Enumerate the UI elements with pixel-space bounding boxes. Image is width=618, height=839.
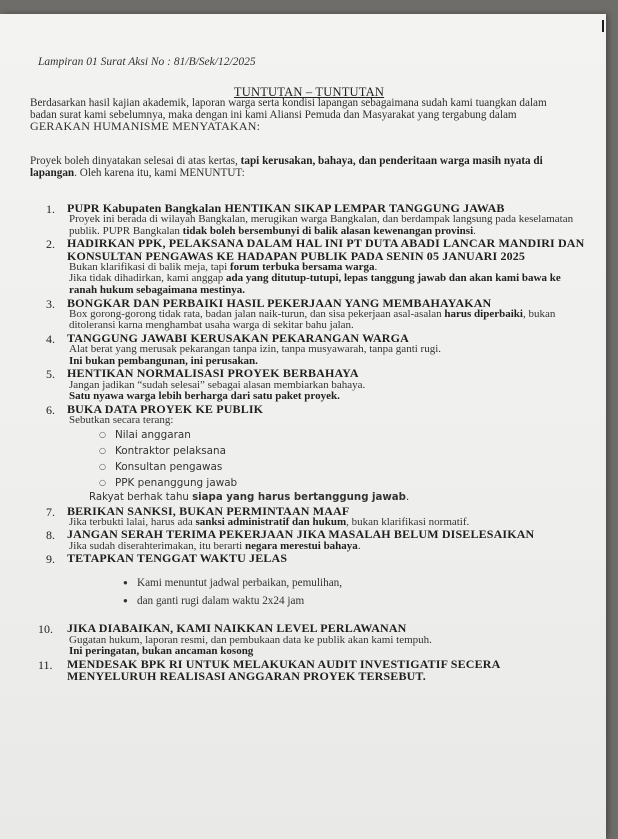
desc-end: .: [473, 224, 476, 237]
demand-title: BUKA DATA PROYEK KE PUBLIK: [67, 401, 264, 416]
demand-number: 7.: [46, 504, 55, 519]
demand-item: [30, 367, 590, 402]
demand-title: MENDESAK BPK RI UNTUK MELAKUKAN AUDIT INVESTIGATIF SECERA MENYELURUH REALISASI ANGGARAN PROYEK TERSEBUT.: [67, 656, 500, 683]
desc-emphasis: ada yang ditutup-tutupi, lepas tanggung jawab dan akan kami bawa ke ranah hukum sebagaimana mestinya.: [69, 272, 561, 296]
demand-title: JANGAN SERAH TERIMA PEKERJAAN JIKA MASALAH BELUM DISELESAIKAN: [67, 527, 535, 542]
demand-item: [30, 403, 590, 505]
preamble-end: . Oleh karena itu, kami MENUNTUT:: [74, 166, 245, 179]
list-item: ○ PPK penanggung jawab: [115, 475, 590, 491]
demand-number: 9.: [46, 552, 55, 567]
demand-description: Jangan jadikan “sudah selesai” sebagai alasan membiarkan bahaya.: [69, 378, 366, 391]
demand-title: HENTIKAN NORMALISASI PROYEK BERBAHAYA: [67, 366, 359, 381]
desc-text: Jika sudah diserahterimakan, itu berarti: [69, 539, 245, 552]
demand-item: [30, 237, 590, 296]
desc-text: Proyek ini berada di wilayah Bangkalan, merugikan warga Bangkalan, dan berdampak langsung pada keselamatan publik. PUPR Bangkalan: [69, 213, 574, 237]
demand-description: Alat berat yang merusak pekarangan tanpa izin, tanpa musyawarah, tanpa ganti rugi.: [69, 343, 442, 356]
demand-item: [30, 622, 590, 657]
demand-title: BERIKAN SANKSI, BUKAN PERMINTAAN MAAF: [67, 503, 350, 518]
edge-mark: [602, 20, 604, 32]
demand-item: [30, 297, 590, 332]
desc-end: .: [405, 491, 410, 503]
demand-description: Sebutkan secara terang:: [69, 413, 174, 426]
desc-text: Bukan klarifikasi di balik meja, tapi: [69, 260, 230, 273]
demand-number: 1.: [46, 202, 55, 216]
demand-title: HADIRKAN PPK, PELAKSANA DALAM HAL INI PT DUTA ABADI LANCAR MANDIRI DAN KONSULTAN PENGAWAS KE HADAPAN PUBLIK PADA SENIN 05 JANUARI 2025: [67, 236, 585, 263]
demand-item: [30, 505, 590, 529]
desc-emphasis: sanksi administratif dan hukum: [195, 515, 347, 528]
list-item: ○ Kontraktor pelaksana: [115, 443, 590, 459]
demand-number: 3.: [46, 296, 55, 311]
demand-item: [30, 658, 590, 682]
demand-title: BONGKAR DAN PERBAIKI HASIL PEKERJAAN YANG MEMBAHAYAKAN: [67, 295, 492, 310]
desc-end: .: [374, 260, 378, 273]
demand-number: 4.: [46, 331, 55, 346]
demand-description: [67, 214, 590, 237]
desc-emphasis: Ini peringatan, bukan ancaman kosong: [69, 645, 254, 658]
demand-description: Gugatan hukum, laporan resmi, dan pembukaan data ke publik akan kami tempuh.: [69, 633, 432, 646]
project-data-list: [67, 427, 590, 491]
intro-text: Berdasarkan hasil kajian akademik, laporan warga serta kondisi lapangan sebagaimana sudah kami tuangkan dalam badan surat kami sebelumnya, maka dengan ini kami Aliansi Pemuda dan Masyarakat yang tergabung dalam: [30, 97, 547, 121]
demand-item: [30, 202, 590, 237]
desc-end: .: [357, 539, 361, 552]
desc-text: Box gorong-gorong tidak rata, badan jalan naik-turun, dan sisa pekerjaan asal-asalan: [69, 307, 445, 320]
movement-declaration: GERAKAN HUMANISME MENYATAKAN:: [30, 119, 261, 134]
document-reference: Lampiran 01 Surat Aksi No : 81/B/Sek/12/2025: [38, 56, 256, 68]
desc-emphasis: Satu nyawa warga lebih berharga dari satu paket proyek.: [69, 390, 340, 403]
demand-statement: [67, 391, 590, 403]
desc-emphasis: siapa yang harus bertanggung jawab: [192, 491, 406, 503]
demand-item: [30, 528, 590, 552]
demand-description: [67, 309, 590, 332]
demand-title: PUPR Kabupaten Bangkalan HENTIKAN SIKAP LEMPAR TANGGUNG JAWAB: [67, 201, 505, 215]
demand-preamble: [30, 156, 575, 179]
preamble-text: Proyek boleh dinyatakan selesai di atas kertas,: [30, 155, 241, 167]
list-item: ● dan ganti rugi dalam waktu 2x24 jam: [137, 592, 590, 610]
desc-end: , bukan klarifikasi normatif.: [346, 515, 470, 528]
desc-emphasis: harus diperbaiki: [444, 307, 523, 320]
document-title: TUNTUTAN – TUNTUTAN: [233, 85, 385, 99]
desc-text: Jika tidak dihadirkan, kami anggap: [69, 272, 227, 285]
list-item: ● Kami menuntut jadwal perbaikan, pemulihan,: [137, 574, 590, 592]
right-to-know-line: [67, 491, 590, 505]
demand-list: [30, 202, 590, 682]
demand-statement: [67, 646, 590, 658]
deadline-list: [67, 574, 590, 610]
demand-number: 6.: [46, 402, 55, 417]
demand-number: 11.: [38, 657, 53, 672]
desc-emphasis: tidak boleh bersembunyi di balik alasan kewenangan provinsi: [182, 224, 474, 237]
demand-title: TANGGUNG JAWABI KERUSAKAN PEKARANGAN WARGA: [67, 330, 409, 345]
demand-number: 5.: [46, 367, 55, 382]
demand-item: [30, 552, 590, 610]
list-item: ○ Konsultan pengawas: [115, 459, 590, 475]
desc-text: Rakyat berhak tahu: [89, 491, 193, 503]
demand-number: 8.: [46, 528, 55, 543]
desc-text: Jika terbukti lalai, harus ada: [69, 515, 196, 528]
preamble-emphasis: tapi kerusakan, bahaya, dan penderitaan warga masih nyata di lapangan: [30, 155, 543, 179]
desc-emphasis: negara merestui bahaya: [244, 539, 358, 552]
demand-number: 10.: [38, 622, 53, 637]
desc-emphasis: Ini bukan pembangunan, ini perusakan.: [69, 354, 258, 367]
demand-title: JIKA DIABAIKAN, KAMI NAIKKAN LEVEL PERLAWANAN: [67, 621, 407, 636]
desc-emphasis: forum terbuka bersama warga: [230, 260, 375, 273]
demand-item: [30, 332, 590, 367]
list-item: ○ Nilai anggaran: [115, 427, 590, 443]
demand-description: [67, 273, 590, 296]
demand-number: 2.: [46, 237, 55, 252]
intro-paragraph: [30, 98, 575, 134]
demand-title: TETAPKAN TENGGAT WAKTU JELAS: [67, 551, 288, 566]
desc-end: , bukan ditoleransi karna menghambat usaha warga di sekitar bahu jalan.: [69, 307, 556, 332]
